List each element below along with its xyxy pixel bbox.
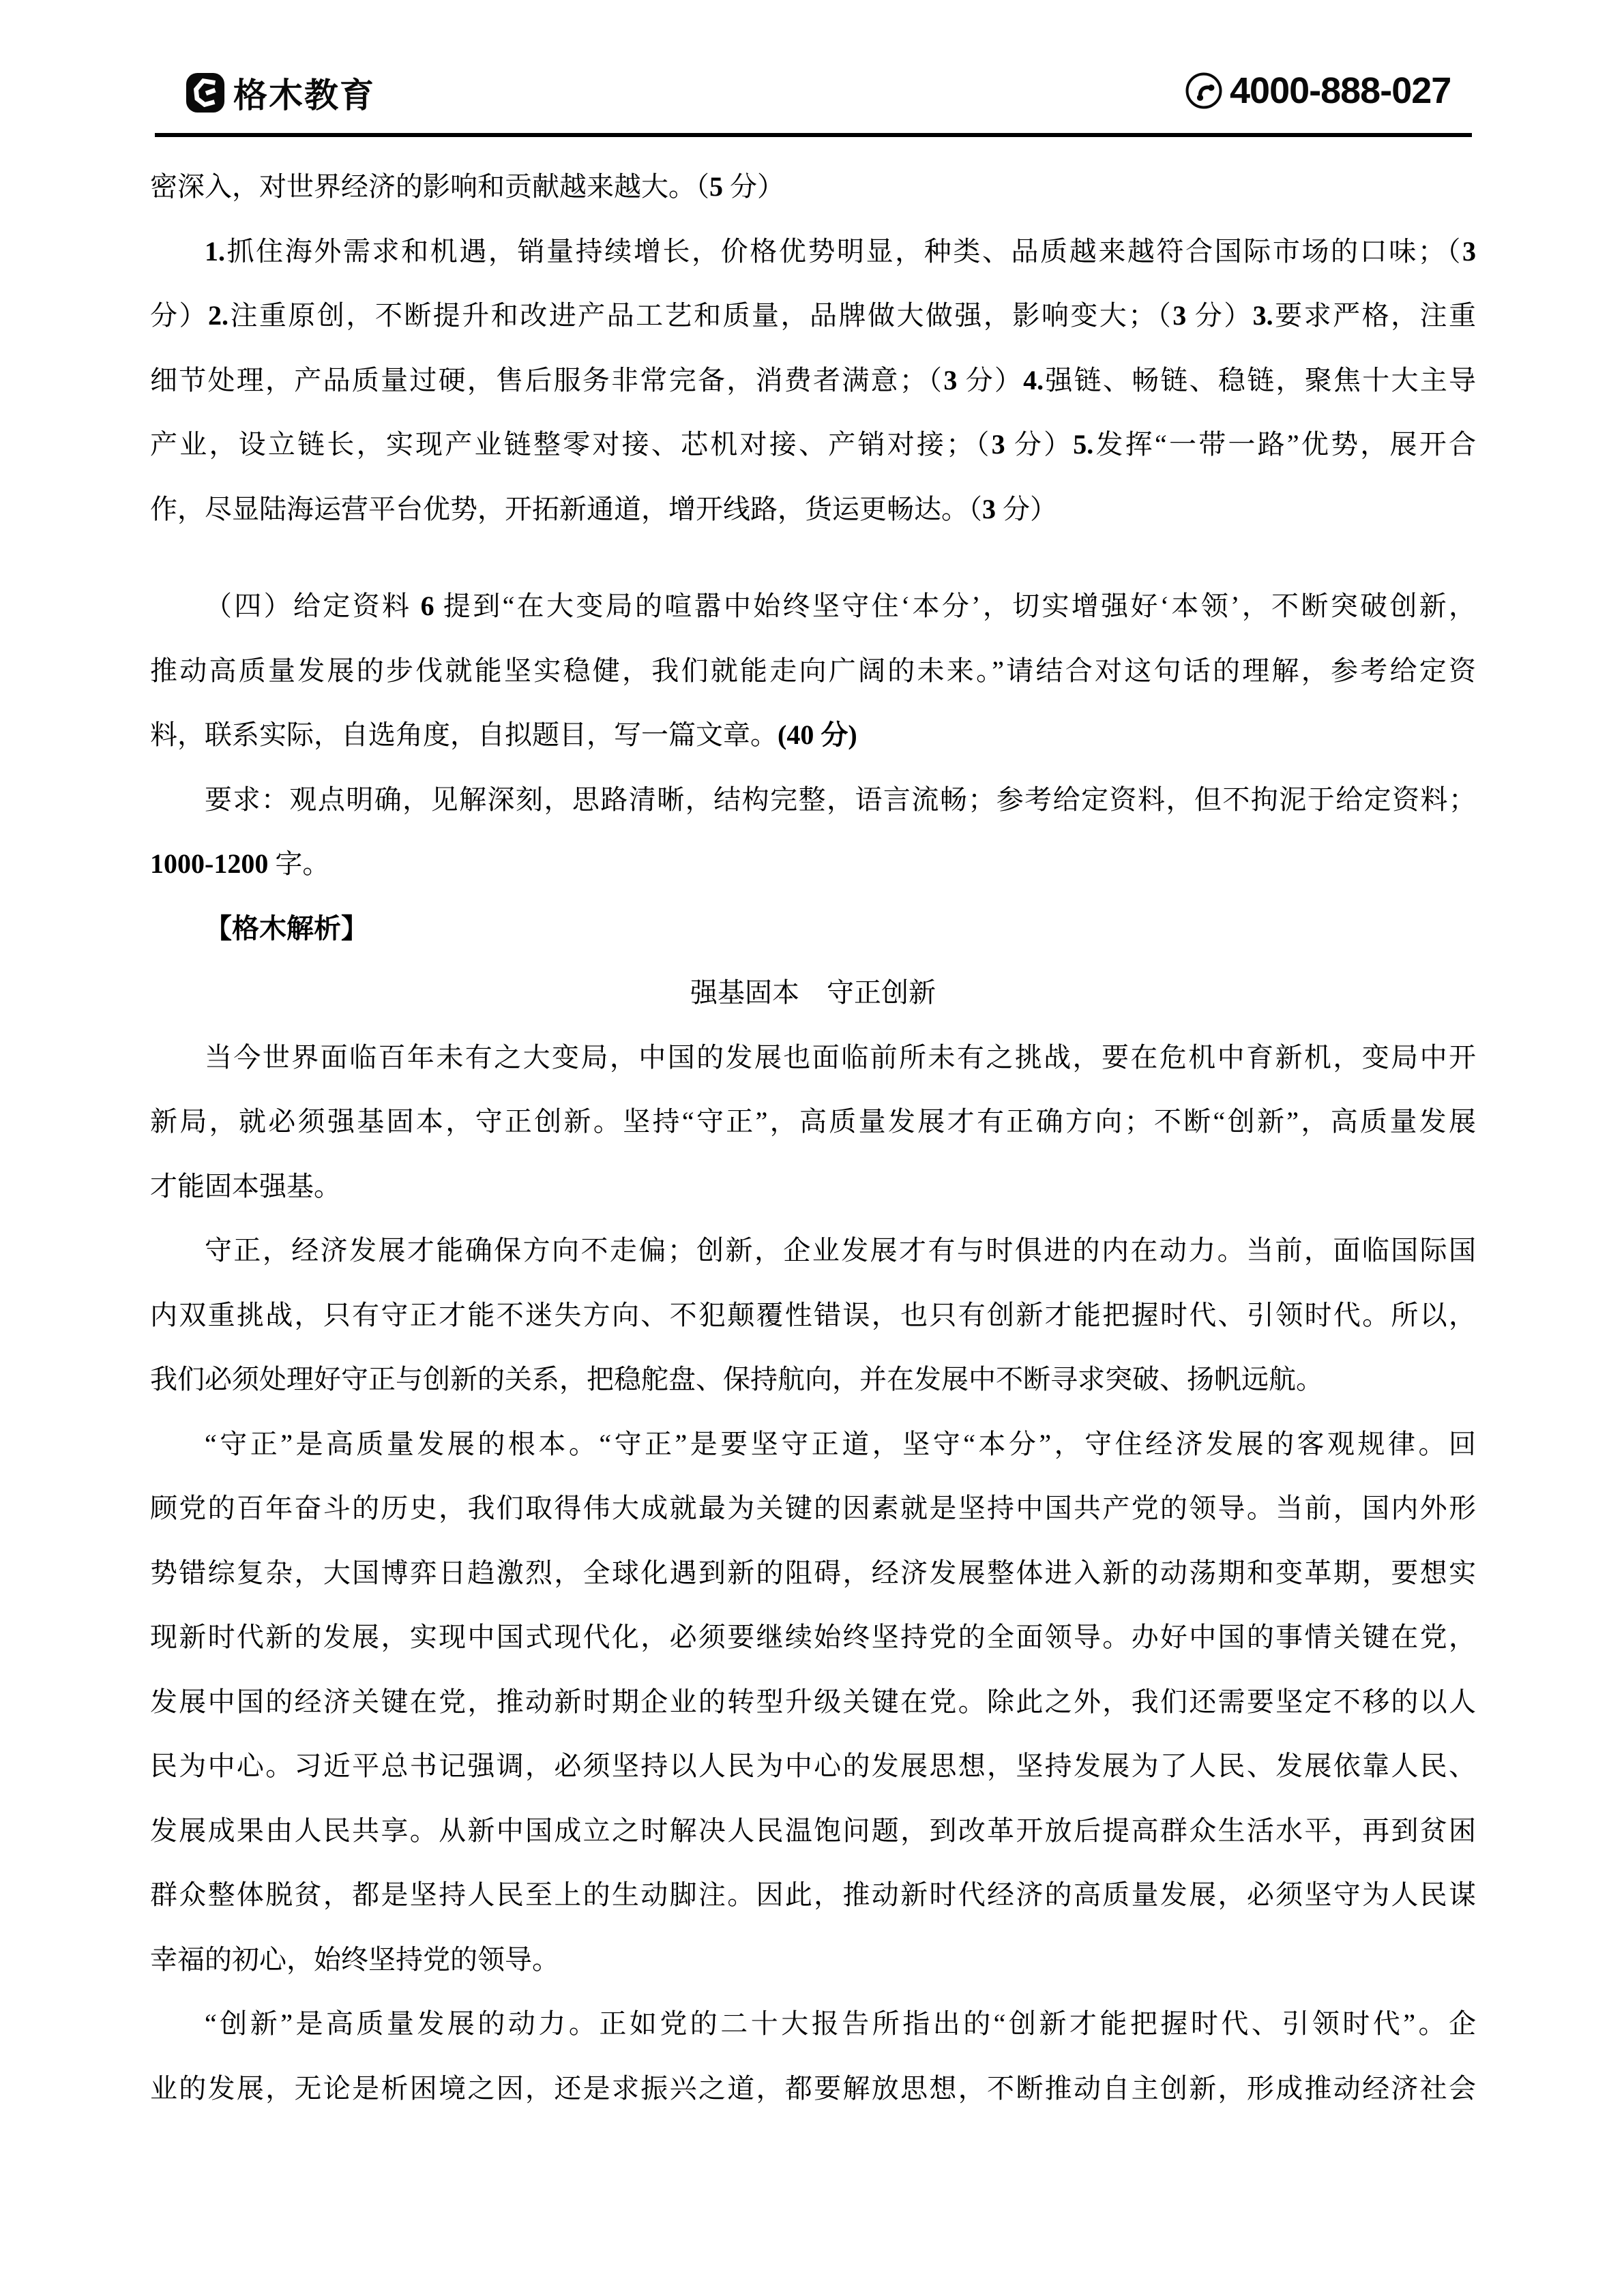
doc-text: 抓住海外需求和机遇，销量持续增长，价格优势明显，种类、品质越来越符合国际市场的口味；（ <box>225 235 1462 267</box>
doc-line <box>150 961 1476 1026</box>
doc-line <box>150 1799 1476 1864</box>
doc-text: 细节处理，产品质量过硬，售后服务非常完备，消费者满意；（ <box>150 364 944 396</box>
doc-text-bold: 3 <box>1462 235 1476 267</box>
doc-text: 料，联系实际，自选角度，自拟题目，写一篇文章。 <box>150 719 778 750</box>
doc-text-bold: 5 <box>709 171 723 202</box>
doc-text: 当今世界面临百年未有之大变局，中国的发展也面临前所未有之挑战，要在危机中育新机，变局中开 <box>205 1041 1476 1073</box>
doc-text: 业的发展，无论是析困境之因，还是求振兴之道，都要解放思想，不断推动自主创新，形成推动经济社会 <box>150 2072 1476 2104</box>
doc-text: 提到“在大变局的喧嚣中始终坚守住‘本分’，切实增强好‘本领’，不断突破创新， <box>434 591 1476 621</box>
doc-text: 密深入，对世界经济的影响和贡献越来越大。（ <box>150 171 709 202</box>
doc-line <box>150 1734 1476 1799</box>
doc-text: 发挥“一带一路”优势，展开合 <box>1093 429 1476 460</box>
doc-line <box>150 897 1476 961</box>
doc-text: 分） <box>1186 300 1253 331</box>
doc-text-bold: 3 <box>1172 300 1187 331</box>
doc-text: 新局，就必须强基固本，守正创新。坚持“守正”，高质量发展才有正确方向；不断“创新”，高质量发展 <box>150 1106 1476 1137</box>
doc-line <box>150 639 1476 704</box>
doc-text: （四）给定资料 <box>205 591 421 621</box>
doc-text: 作，尽显陆海运营平台优势，开拓新通道，增开线路，货运更畅达。（ <box>150 493 982 524</box>
doc-text: 字。 <box>268 848 330 879</box>
doc-text: 注重原创，不断提升和改进产品工艺和质量，品牌做大做强，影响变大；（ <box>228 300 1173 331</box>
doc-text: 强基固本 守正创新 <box>690 977 936 1008</box>
doc-line <box>150 768 1476 833</box>
doc-text: 幸福的初心，始终坚持党的领导。 <box>150 1943 559 1975</box>
doc-line <box>150 1090 1476 1154</box>
doc-line <box>150 477 1476 542</box>
doc-text-bold: 6 <box>420 591 434 621</box>
doc-line <box>150 1026 1476 1090</box>
doc-text: 现新时代新的发展，实现中国式现代化，必须要继续始终坚持党的全面领导。办好中国的事情关键在党， <box>150 1622 1476 1652</box>
doc-text: 分） <box>1005 429 1074 460</box>
doc-text: “守正”是高质量发展的根本。“守正”是要坚守正道，坚守“本分”，守住经济发展的客观规律。回 <box>205 1428 1476 1459</box>
doc-text: 才能固本强基。 <box>150 1170 341 1202</box>
doc-text: 强链、畅链、稳链，聚焦十大主导 <box>1044 364 1477 396</box>
doc-text: 群众整体脱贫，都是坚持人民至上的生动脚注。因此，推动新时代经济的高质量发展，必须坚守为人民谋 <box>150 1879 1476 1910</box>
phone-number: 4000-888-027 <box>1230 70 1451 111</box>
doc-text: “创新”是高质量发展的动力。正如党的二十大报告所指出的“创新才能把握时代、引领时代”。企 <box>205 2008 1476 2039</box>
doc-line <box>150 1154 1476 1219</box>
doc-line <box>150 284 1476 348</box>
doc-line <box>150 220 1476 284</box>
doc-text: 分） <box>723 171 784 202</box>
doc-line <box>150 1863 1476 1928</box>
doc-line <box>150 832 1476 897</box>
doc-line <box>150 1670 1476 1735</box>
doc-line <box>150 703 1476 768</box>
doc-text: 我们必须处理好守正与创新的关系，把稳舵盘、保持航向，并在发展中不断寻求突破、扬帆远航。 <box>150 1364 1323 1395</box>
doc-text: 产业，设立链长，实现产业链整零对接、芯机对接、产销对接；（ <box>150 429 992 460</box>
doc-text-bold: 【格木解析】 <box>205 912 368 944</box>
doc-text-bold: 2. <box>207 300 228 331</box>
doc-line <box>150 1928 1476 1993</box>
doc-text: 内双重挑战，只有守正才能不迷失方向、不犯颠覆性错误，也只有创新才能把握时代、引领时代。所以， <box>150 1299 1476 1330</box>
brand-name: 格木教育 <box>233 76 375 115</box>
doc-line <box>150 1541 1476 1606</box>
doc-text: 分） <box>996 493 1057 524</box>
doc-line <box>150 1412 1476 1477</box>
document-body <box>150 155 1476 2121</box>
doc-line <box>150 1219 1476 1283</box>
doc-text-bold: 3 <box>991 429 1005 460</box>
doc-text-bold: 3. <box>1252 300 1273 331</box>
doc-text: 势错综复杂，大国博弈日趋激烈，全球化遇到新的阻碍，经济发展整体进入新的动荡期和变革期，要想实 <box>150 1557 1476 1588</box>
doc-text-bold: 3 <box>943 364 958 396</box>
doc-line <box>150 155 1476 220</box>
gemu-logo-icon <box>186 72 225 114</box>
doc-text: 顾党的百年奋斗的历史，我们取得伟大成就最为关键的因素就是坚持中国共产党的领导。当前，国内外形 <box>150 1493 1476 1523</box>
doc-line <box>150 574 1476 639</box>
doc-text: 民为中心。习近平总书记强调，必须坚持以人民为中心的发展思想，坚持发展为了人民、发展依靠人民、 <box>150 1750 1476 1781</box>
doc-text: 要求：观点明确，见解深刻，思路清晰，结构完整，语言流畅；参考给定资料，但不拘泥于给定资料； <box>205 784 1476 815</box>
doc-text: 推动高质量发展的步伐就能坚实稳健，我们就能走向广阔的未来。”请结合对这句话的理解，参考给定资 <box>150 655 1476 686</box>
doc-line <box>150 2057 1476 2121</box>
doc-text: 分） <box>957 364 1024 396</box>
doc-text: 发展中国的经济关键在党，推动新时期企业的转型升级关键在党。除此之外，我们还需要坚定不移的以人 <box>150 1686 1476 1717</box>
doc-text-bold: 1. <box>205 235 225 267</box>
section-gap <box>150 541 1476 574</box>
doc-line <box>150 1992 1476 2057</box>
brand-logo <box>186 68 375 117</box>
doc-text-bold: 4. <box>1023 364 1044 396</box>
doc-text-bold: 5. <box>1073 429 1094 460</box>
doc-text: 守正，经济发展才能确保方向不走偏；创新，企业发展才有与时俱进的内在动力。当前，面临国际国 <box>205 1235 1476 1266</box>
doc-text: 发展成果由人民共享。从新中国成立之时解决人民温饱问题，到改革开放后提高群众生活水平，再到贫困 <box>150 1815 1476 1846</box>
doc-line <box>150 413 1476 477</box>
phone-icon <box>1185 72 1223 110</box>
doc-text: 要求严格，注重 <box>1273 300 1477 331</box>
doc-text-bold: (40 分) <box>778 719 857 750</box>
doc-line <box>150 1476 1476 1541</box>
header-divider <box>155 133 1472 137</box>
doc-text-bold: 3 <box>982 493 996 524</box>
doc-line <box>150 1347 1476 1412</box>
doc-line <box>150 1283 1476 1348</box>
doc-line <box>150 1605 1476 1670</box>
doc-text-bold: 1000-1200 <box>150 848 269 879</box>
doc-text: 分） <box>150 300 208 331</box>
doc-line <box>150 348 1476 413</box>
contact-phone <box>1185 70 1451 112</box>
